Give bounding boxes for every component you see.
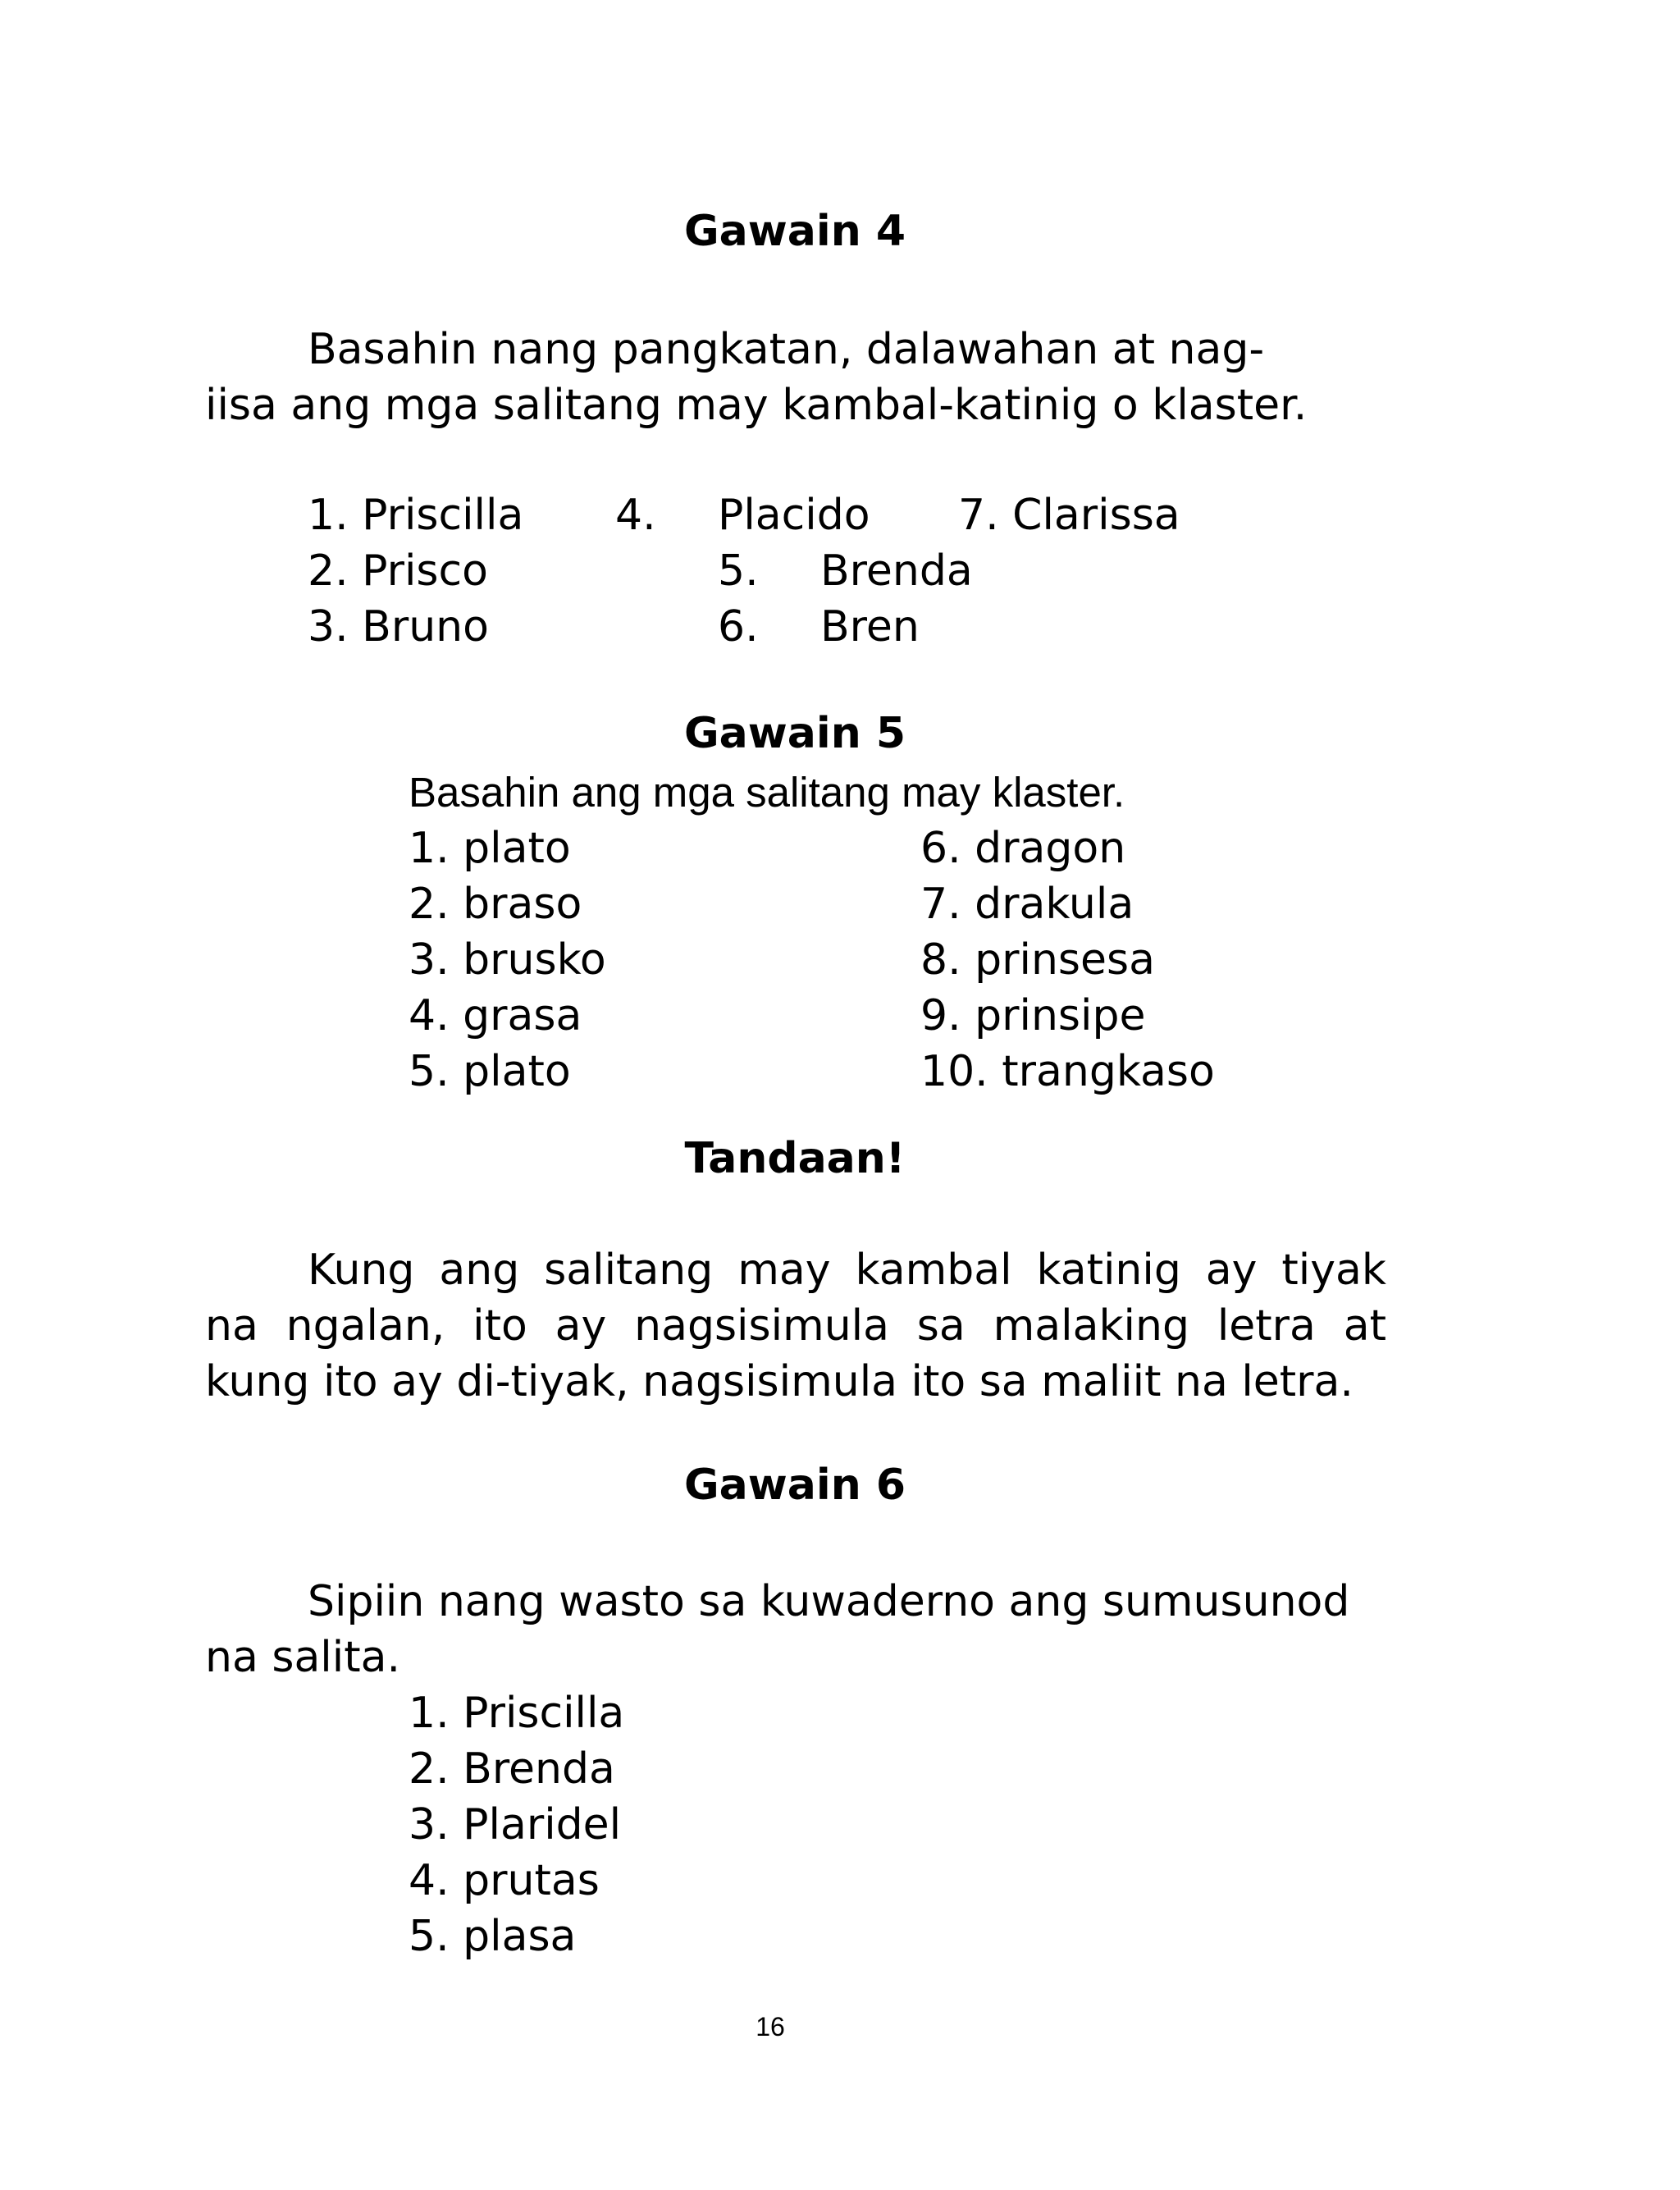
gawain4-item-5-number: 5.	[718, 546, 759, 596]
gawain5-item-1: 1. plato	[409, 824, 571, 873]
gawain6-item-4: 4. prutas	[409, 1856, 600, 1905]
gawain5-item-6: 6. dragon	[920, 824, 1126, 873]
gawain4-item-4-word: Placido	[718, 491, 870, 540]
page-number: 16	[756, 2012, 785, 2041]
gawain5-instruction: Basahin ang mga salitang may klaster.	[409, 769, 1125, 816]
tandaan-title: Tandaan!	[684, 1134, 906, 1183]
gawain4-item-4-number: 4.	[615, 491, 656, 540]
tandaan-line2: na ngalan, ito ay nagsisimula sa malaking letra at	[205, 1301, 1386, 1351]
item-word: Prisco	[362, 546, 488, 596]
gawain6-instruction-line1: Sipiin nang wasto sa kuwaderno ang sumusunod	[308, 1577, 1350, 1626]
gawain4-item-5-word: Brenda	[820, 546, 973, 596]
gawain4-item-6-word: Bren	[820, 602, 920, 652]
gawain4-instruction-line2: iisa ang mga salitang may kambal-katinig o klaster.	[205, 381, 1308, 430]
gawain4-item-1	[308, 487, 523, 543]
item-number: 7.	[958, 491, 999, 540]
gawain4-item-3	[308, 599, 489, 655]
tandaan-line1: Kung ang salitang may kambal katinig ay tiyak	[308, 1246, 1386, 1295]
tandaan-line3: kung ito ay di-tiyak, nagsisimula ito sa maliit na letra.	[205, 1357, 1354, 1406]
item-word: Clarissa	[1012, 491, 1180, 540]
gawain4-instruction-line1: Basahin nang pangkatan, dalawahan at nag-	[308, 325, 1265, 374]
item-number: 1.	[308, 491, 349, 540]
gawain5-title: Gawain 5	[683, 709, 906, 758]
gawain6-item-1: 1. Priscilla	[409, 1689, 625, 1738]
gawain5-item-4: 4. grasa	[409, 991, 582, 1040]
gawain5-item-10: 10. trangkaso	[920, 1047, 1215, 1096]
gawain6-instruction-line2: na salita.	[205, 1633, 400, 1682]
gawain6-title: Gawain 6	[683, 1461, 906, 1510]
gawain5-item-3: 3. brusko	[409, 935, 606, 985]
gawain4-item-2	[308, 543, 488, 599]
gawain4-item-7	[958, 487, 1180, 543]
gawain5-item-9: 9. prinsipe	[920, 991, 1146, 1040]
gawain6-item-2: 2. Brenda	[409, 1744, 615, 1794]
gawain5-item-2: 2. braso	[409, 880, 582, 929]
item-number: 2.	[308, 546, 349, 596]
gawain4-item-6-number: 6.	[718, 602, 759, 652]
gawain5-item-5: 5. plato	[409, 1047, 571, 1096]
gawain6-item-5: 5. plasa	[409, 1912, 577, 1961]
gawain6-item-3: 3. Plaridel	[409, 1800, 622, 1849]
item-word: Priscilla	[362, 491, 524, 540]
item-word: Bruno	[362, 602, 489, 652]
gawain4-title: Gawain 4	[683, 207, 906, 256]
gawain5-item-7: 7. drakula	[920, 880, 1134, 929]
item-number: 3.	[308, 602, 349, 652]
gawain5-item-8: 8. prinsesa	[920, 935, 1155, 985]
